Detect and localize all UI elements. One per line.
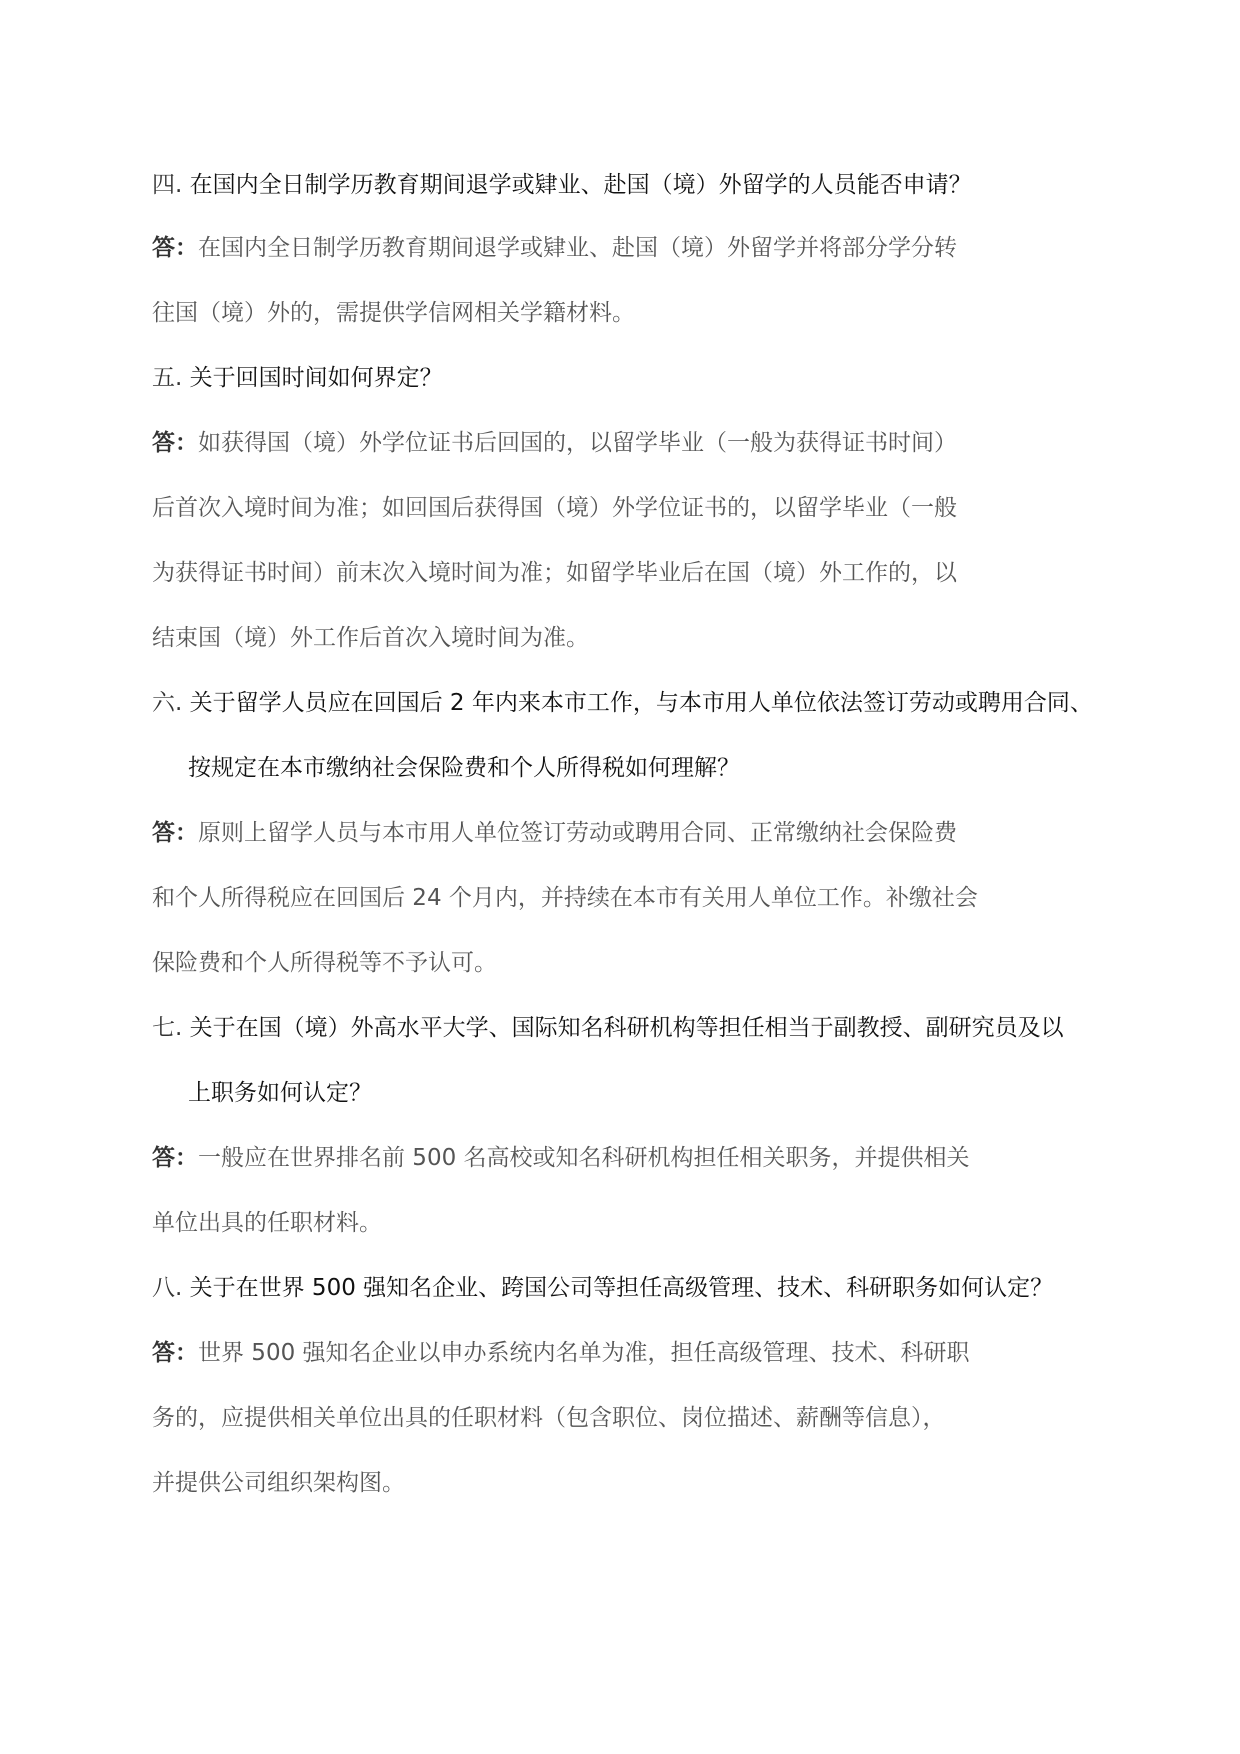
- answer-6-line-3: [152, 948, 497, 978]
- answer-7-line-2: [152, 1208, 382, 1238]
- answer-label: 答：: [152, 430, 198, 456]
- answer-8-line-2: [152, 1403, 946, 1433]
- question-7-line-2: [188, 1078, 372, 1108]
- question-number: 八.: [152, 1275, 183, 1301]
- answer-5-line-2: [152, 493, 957, 523]
- answer-8-line-1: [152, 1338, 970, 1368]
- answer-5-line-4: [152, 623, 589, 653]
- answer-text: 和个人所得税应在回国后 24 个月内，并持续在本市有关用人单位工作。补缴社会: [152, 885, 978, 911]
- answer-text: 务的，应提供相关单位出具的任职材料（包含职位、岗位描述、薪酬等信息），: [152, 1405, 946, 1431]
- question-text: 关于在国（境）外高水平大学、国际知名科研机构等担任相当于副教授、副研究员及以: [189, 1015, 1064, 1041]
- answer-text: 为获得证书时间）前末次入境时间为准；如留学毕业后在国（境）外工作的，以: [152, 560, 957, 586]
- question-6: [152, 688, 1093, 718]
- question-text: 按规定在本市缴纳社会保险费和个人所得税如何理解？: [188, 755, 740, 781]
- answer-8-line-3: [152, 1468, 405, 1498]
- answer-7-line-1: [152, 1143, 970, 1173]
- answer-6-line-2: [152, 883, 978, 913]
- answer-text: 并提供公司组织架构图。: [152, 1470, 405, 1496]
- answer-6-line-1: [152, 818, 957, 848]
- answer-5-line-1: [152, 428, 957, 458]
- answer-text: 后首次入境时间为准；如回国后获得国（境）外学位证书的，以留学毕业（一般: [152, 495, 957, 521]
- question-5: [152, 363, 443, 393]
- question-number: 六.: [152, 690, 183, 716]
- answer-label: 答：: [152, 235, 198, 261]
- question-number: 五.: [152, 365, 183, 391]
- answer-text: 往国（境）外的，需提供学信网相关学籍材料。: [152, 300, 635, 326]
- answer-label: 答：: [152, 1145, 198, 1171]
- answer-label: 答：: [152, 820, 198, 846]
- answer-text: 保险费和个人所得税等不予认可。: [152, 950, 497, 976]
- answer-text: 单位出具的任职材料。: [152, 1210, 382, 1236]
- question-number: 七.: [152, 1015, 183, 1041]
- answer-text: 世界 500 强知名企业以申办系统内名单为准，担任高级管理、技术、科研职: [198, 1340, 970, 1366]
- question-6-line-2: [188, 753, 740, 783]
- answer-text: 一般应在世界排名前 500 名高校或知名科研机构担任相关职务，并提供相关: [198, 1145, 970, 1171]
- question-text: 上职务如何认定？: [188, 1080, 372, 1106]
- answer-5-line-3: [152, 558, 957, 588]
- question-8: [152, 1273, 1053, 1303]
- question-number: 四.: [152, 172, 183, 198]
- answer-text: 原则上留学人员与本市用人单位签订劳动或聘用合同、正常缴纳社会保险费: [198, 820, 957, 846]
- question-text: 关于留学人员应在回国后 2 年内来本市工作，与本市用人单位依法签订劳动或聘用合同、: [189, 690, 1093, 716]
- question-7: [152, 1013, 1064, 1043]
- answer-4-line-2: [152, 298, 635, 328]
- question-text: 在国内全日制学历教育期间退学或肄业、赴国（境）外留学的人员能否申请？: [189, 172, 972, 198]
- question-4: [152, 170, 972, 200]
- answer-text: 如获得国（境）外学位证书后回国的，以留学毕业（一般为获得证书时间）: [198, 430, 957, 456]
- question-text: 关于在世界 500 强知名企业、跨国公司等担任高级管理、技术、科研职务如何认定？: [189, 1275, 1054, 1301]
- answer-text: 在国内全日制学历教育期间退学或肄业、赴国（境）外留学并将部分学分转: [198, 235, 957, 261]
- answer-text: 结束国（境）外工作后首次入境时间为准。: [152, 625, 589, 651]
- answer-4-line-1: [152, 233, 957, 263]
- answer-label: 答：: [152, 1340, 198, 1366]
- question-text: 关于回国时间如何界定？: [189, 365, 443, 391]
